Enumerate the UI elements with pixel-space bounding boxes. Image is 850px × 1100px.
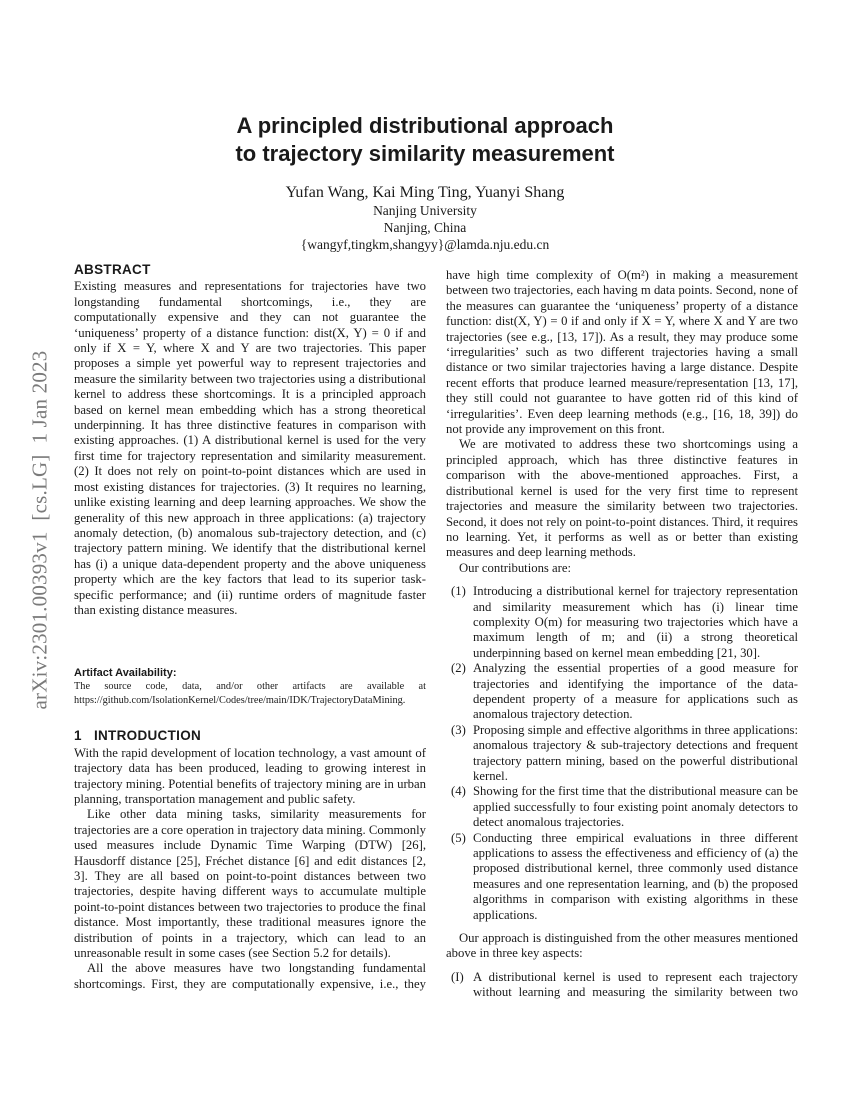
list-text: Analyzing the essential properties of a good measure for trajectories and identifying the importance of the data-dependent property of a measure for applications such as anomalous trajectory detection.: [473, 661, 798, 722]
intro-paragraph: Like other data mining tasks, similarity measurements for trajectories are a core operation in trajectory data mining. Commonly used measures include Dynamic Time Warping (DTW) [26], Hausdorff distance [25], Fréchet distance [6] and edit distances [2, 3]. They are all based on point-to-point distances between two trajectories, despite having different ways to accumulate multiple point-to-point distances between two trajectories to produce the final distance. Most importantly, these traditional measures ignore the distribution of points in a trajectory, which can lead to an unreasonable result in some cases (see Section 5.2 for details).: [74, 807, 426, 961]
artifact-availability: [74, 666, 426, 708]
list-item: [446, 970, 798, 1001]
list-text: A distributional kernel is used to represent each trajectory without learning and measuring the similarity between two: [473, 969, 798, 1000]
list-text: Showing for the first time that the distributional measure can be applied successfully to four existing point anomaly detectors to detect anomalous trajectories.: [473, 784, 798, 830]
aspects-intro: Our approach is distinguished from the other measures mentioned above in three key aspects:: [446, 931, 798, 961]
arxiv-identifier: arXiv:2301.00393v1 [cs.LG] 1 Jan 2023: [27, 350, 52, 710]
list-number: (2): [451, 661, 466, 676]
email: {wangyf,tingkm,shangyy}@lamda.nju.edu.cn: [300, 237, 550, 252]
right-column: [446, 268, 798, 1009]
artifact-text: The source code, data, and/or other artifacts are available at https://github.com/IsolationKernel/Codes/tree/main/IDK/TrajectoryDataMining.: [74, 681, 426, 707]
location: Nanjing, China: [383, 220, 467, 235]
intro-paragraph: We are motivated to address these two shortcomings using a principled approach, which has three distinctive features in comparison with the above-mentioned approaches. First, a distributional kernel is used for the very first time to represent trajectories and measure the similarity between two trajectories. Second, it does not rely on point-to-point distances. Third, it requires no learning. Yet, it performs as well as or better than existing measures and deep learning methods.: [446, 437, 798, 560]
list-item: [446, 584, 798, 661]
list-item: [446, 723, 798, 785]
list-number: (4): [451, 784, 466, 799]
intro-paragraph: have high time complexity of O(m²) in making a measurement between two trajectories, each having m data points. Second, none of the measures can guarantee the ‘uniqueness’ property of a distance function: dist(X, Y) = 0 if and only if X = Y, where X and Y are two trajectories (see e.g., [13, 17]). As a result, they may produce some ‘irregularities’ such as two different trajectories having a small distance or two similar trajectories having a large distance. Despite recent efforts that produce learned measure/representation [13, 17], they still could not guarantee to have gotten rid of this kind of ‘irregularities’. Even deep learning methods (e.g., [16, 18, 39]) do not provide any improvement on this front.: [446, 268, 798, 437]
introduction-section: [74, 728, 426, 992]
introduction-heading: 1 INTRODUCTION: [74, 728, 202, 744]
list-text: Proposing simple and effective algorithms in three applications: anomalous trajectory & sub-trajectory detections and frequent trajectory pattern mining, based on the powerful distributional kernel.: [473, 722, 798, 783]
paper-title: [0, 112, 850, 168]
author-names: Yufan Wang, Kai Ming Ting, Yuanyi Shang: [285, 184, 565, 201]
list-item: [446, 831, 798, 923]
list-number: (I): [451, 969, 464, 984]
aspects-list: [446, 970, 798, 1001]
intro-paragraph: With the rapid development of location technology, a vast amount of trajectory data has been produced, leading to growing interest in trajectory mining. Potential benefits of trajectory mining are in urban planning, transportation management and public safety.: [74, 745, 426, 806]
artifact-heading: Artifact Availability:: [74, 667, 177, 680]
abstract-text: Existing measures and representations for trajectories have two longstanding fundamental shortcomings, i.e., they are computationally expensive and they can not guarantee the ‘uniqueness’ property of a distance function: dist(X, Y) = 0 if and only if X = Y, where X and Y are two trajectories. This paper proposes a simple yet powerful way to represent trajectories and measure the similarity between two trajectories using a distributional kernel to address these shortcomings. It is a principled approach based on kernel mean embedding which has a strong theoretical underpinning. It has three distinctive features in comparison with existing approaches. (1) A distributional kernel is used for the very first time for trajectory representation and similarity measurement. (2) It does not rely on point-to-point distances which are used in most existing distances for trajectories. (3) It requires no learning, unlike existing learning and deep learning approaches. We show the generality of this new approach in three applications: (a) trajectory anomaly detection, (b) anomalous sub-trajectory detection, and (c) trajectory pattern mining. We identify that the distributional kernel has (i) a unique data-dependent property and the above uniqueness property which are the key factors that lead to its superior task-specific performance; and (ii) runtime orders of magnitude faster than existing distance measures.: [74, 279, 426, 617]
contributions-intro: Our contributions are:: [459, 560, 572, 575]
title-line-2: to trajectory similarity measurement: [235, 141, 615, 166]
list-number: (1): [451, 584, 466, 599]
list-text: Introducing a distributional kernel for trajectory representation and similarity measurement which has (i) linear time complexity O(m) for measuring two trajectories which have a maximum length of m; and (ii) a strong theoretical underpinning based on kernel mean embedding [21, 30].: [473, 584, 798, 660]
list-text: Conducting three empirical evaluations in three different applications to assess the effectiveness and efficiency of (a) the proposed distributional kernel, three commonly used distance measures and one representation learning, and (b) the proposed algorithms in comparison with existing algorithms in these applications.: [473, 830, 798, 922]
list-number: (3): [451, 722, 466, 737]
list-number: (5): [451, 830, 466, 845]
intro-paragraph: All the above measures have two longstanding fundamental shortcomings. First, they are computationally expensive, i.e., they: [74, 961, 426, 991]
contributions-list: [446, 584, 798, 923]
abstract-heading: ABSTRACT: [74, 262, 151, 277]
title-line-1: A principled distributional approach: [236, 113, 614, 138]
list-item: [446, 784, 798, 830]
list-item: [446, 661, 798, 723]
affiliation: Nanjing University: [373, 203, 477, 218]
author-block: [0, 184, 850, 253]
left-column: [74, 262, 426, 992]
